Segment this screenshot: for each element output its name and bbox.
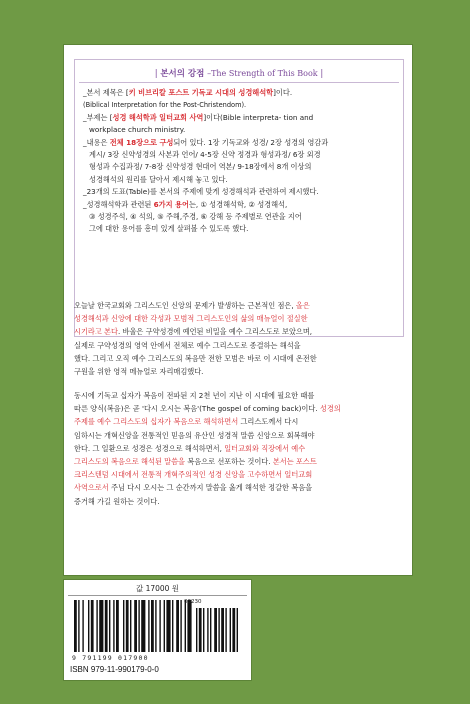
p2-highlight-5: 본서는 포스트: [272, 456, 317, 466]
p2-highlight-3: 일터교회와 직장에서 예수: [224, 443, 306, 453]
item-title-english: (Biblical Interpretation for the Post-Christendom).: [83, 101, 247, 110]
p2-line-3: [74, 415, 402, 428]
barcode-addon-bar: [232, 608, 235, 652]
p1-text: 오늘날 한국교회와 그리스도인 신앙의 문제가 발생하는 근본적인 점은,: [74, 301, 296, 310]
barcode-bar: [141, 600, 145, 652]
title-english: The Strength of This Book: [211, 69, 318, 78]
isbn-barcode: [72, 596, 244, 654]
title-dash: –: [207, 69, 212, 78]
p2-text-4: 복음으로 선포하는 것이다.: [185, 456, 273, 466]
item-content-line-3: 형성과 수집과정/ 7-8장 신약성경 현대어 역본/ 9-18장에서 8개 이상의: [89, 162, 312, 172]
p1-text-2: . 바울은 구약성경에 예언된 비밀을 예수 그리스도로 보았으며,: [117, 327, 313, 337]
barcode-bar: [176, 600, 179, 652]
item-subtitle-line: [83, 112, 397, 124]
barcode-box: [63, 579, 252, 681]
barcode-bar: [78, 600, 79, 652]
p2-highlight-4: 그리스도의 복음으로 해석된 말씀을: [74, 456, 186, 466]
barcode-bar: [126, 600, 129, 652]
price-label: 값 17000 원: [135, 584, 180, 593]
barcode-addon-bar: [225, 608, 226, 652]
p1-line-4: 실제로 구약성경의 영역 안에서 전체로 예수 그리스도로 종결하는 해석을: [74, 340, 301, 350]
barcode-addon-bar: [207, 608, 208, 652]
barcode-bar: [155, 600, 156, 652]
barcode-bar: [164, 600, 165, 652]
p2-highlight: 성경의: [319, 404, 341, 414]
item-content-suffix: 되어 있다. 1장 기독교와 성경/ 2장 성경의 영감과: [173, 137, 329, 147]
item-title-suffix: ]이다.: [273, 88, 293, 97]
p2-text-5: 주님 다시 오시는 그 순간까지 말씀을 옳게 해석한 정갈한 복음을: [108, 483, 313, 493]
barcode-bar: [113, 600, 114, 652]
barcode-bar: [134, 600, 137, 652]
item-content-line-2: 계시/ 3장 신약성경의 사본과 언어/ 4-5장 신약 정경과 형성과정/ 6장 외경: [89, 149, 321, 159]
barcode-bar: [180, 600, 181, 652]
barcode-addon-bar: [196, 608, 197, 652]
barcode-bar: [88, 600, 89, 652]
item-title-prefix: _본서 제목은 [: [83, 88, 129, 97]
p1-highlight-2: 시기라고 본다: [74, 327, 118, 337]
p2-line-2: [74, 402, 402, 415]
title-korean: 본서의 강점: [160, 69, 205, 79]
item-content-highlight: 전체 18장으로 구성: [109, 137, 174, 147]
barcode-addon-bar: [230, 608, 231, 652]
barcode-bar: [109, 600, 110, 652]
barcode-addon-bar: [203, 608, 204, 652]
title-separator-left: |: [154, 69, 158, 79]
book-strengths-box: [74, 59, 404, 337]
barcode-addon-bar: [210, 608, 211, 652]
barcode-bar: [151, 600, 154, 652]
barcode-addon-bar: [218, 608, 219, 652]
p1-line-6: 구원을 위한 영적 메뉴얼로 자리매김했다.: [74, 366, 204, 376]
barcode-bar: [187, 600, 191, 652]
item-terms-line-2: ③ 성경주석, ④ 석의, ⑤ 주해,주경, ⑥ 강해 등 주제별로 연관을 지어: [89, 211, 302, 221]
p2-line-5: [74, 442, 402, 455]
item-terms-line: [83, 199, 397, 211]
barcode-bar: [123, 600, 124, 652]
barcode-digits: 9 791199 017900: [72, 654, 149, 662]
barcode-bar: [116, 600, 119, 652]
barcode-addon-bar: [214, 608, 217, 652]
barcode-bar: [105, 600, 108, 652]
barcode-bar: [82, 600, 83, 652]
p2-line-1: 동시에 기독교 십자가 복음이 전파된 지 2천 년이 지난 이 시대에 필요한 때를: [74, 391, 315, 400]
item-terms-highlight: 6가지 용어: [153, 199, 189, 209]
barcode-bar: [74, 600, 77, 652]
back-cover-text-panel: [63, 44, 413, 576]
p2-text: 따른 양식(복음)은 곧 '다시 오시는 복음'(The gospel of coming back)이다.: [74, 404, 320, 414]
item-terms-prefix: _성경해석학과 관련된: [83, 199, 154, 209]
title-separator-right: |: [320, 69, 324, 79]
item-content-prefix: _내용은: [83, 137, 110, 147]
barcode-bar: [172, 600, 173, 652]
item-terms-line-3: 그에 대한 용어를 흥미 있게 살펴볼 수 있도록 했다.: [89, 224, 249, 234]
barcode-bar: [96, 600, 97, 652]
p2-highlight-6: 사역으로서: [74, 483, 109, 493]
barcode-bar: [148, 600, 149, 652]
p2-line-7: 크리스텐덤 시대에서 전통적 개혁주의적인 성경 신앙을 고수하면서 일터교회: [74, 470, 313, 480]
barcode-bar: [166, 600, 170, 652]
item-subtitle-english: workplace church ministry.: [89, 125, 186, 135]
item-title-highlight: 키 비브리칼 포스트 기독교 시대의 성경해석학: [128, 88, 274, 97]
p1-line-1: [74, 299, 402, 312]
item-tables: _23개의 도표(Table)를 본서의 주제에 맞게 성경해석과 관련하여 제시했다.: [83, 187, 319, 197]
item-title-line: [83, 87, 397, 99]
isbn-number: ISBN 979-11-990179-0-0: [70, 665, 159, 674]
item-subtitle-highlight: 성경 해석학과 일터교회 사역: [112, 112, 204, 122]
barcode-addon-bar: [199, 608, 202, 652]
body-paragraph-1: [74, 299, 402, 378]
item-content-line-4: 성경해석의 원리를 달아서 제시해 놓고 있다.: [89, 174, 228, 184]
barcode-addon-bar: [221, 608, 224, 652]
item-terms-suffix: 는, ① 성경해석학, ② 성경해석,: [188, 199, 288, 209]
item-content-line: [83, 137, 397, 149]
barcode-bar: [91, 600, 94, 652]
p2-line-8: [74, 481, 402, 494]
barcode-bar: [185, 600, 186, 652]
barcode-addon-bar: [237, 608, 238, 652]
p2-line-9: 증거해 가길 원하는 것이다.: [74, 496, 160, 506]
body-paragraph-2: [74, 389, 402, 508]
item-subtitle-suffix: ]이다(Bible interpreta- tion and: [203, 112, 314, 122]
item-subtitle-prefix: _부제는 [: [83, 112, 113, 122]
strengths-list: [83, 87, 397, 236]
p1-line-2: 성경해석과 신앙에 대한 각성과 모범적 그리스도인의 삶의 매뉴얼이 절실한: [74, 314, 308, 324]
p1-line-3: [74, 325, 402, 338]
p1-line-5: 했다. 그리고 오직 예수 그리스도의 복음만 전한 모범은 바로 이 시대에 온전한: [74, 353, 317, 363]
p2-line-4: 임하시는 개혁신앙을 전통적인 믿음의 유산인 성경적 말씀 신앙으로 회복해야: [74, 430, 315, 440]
barcode-bar: [138, 600, 139, 652]
title-divider: [79, 82, 399, 83]
p2-text-3: 한다. 그 일환으로 성경은 성경으로 해석하면서,: [74, 443, 225, 453]
p2-text-2: 그리스도께서 다시: [238, 417, 299, 427]
barcode-bar: [130, 600, 131, 652]
p2-line-6: [74, 455, 402, 468]
book-strengths-title: [75, 67, 403, 81]
p2-highlight-2: 주제를 예수 그리스도의 십자가 복음으로 해석하면서: [74, 417, 239, 427]
barcode-bar: [159, 600, 160, 652]
barcode-bar: [99, 600, 103, 652]
barcode-addon-code: 03230: [184, 599, 202, 605]
p1-highlight: 올은: [295, 301, 310, 310]
